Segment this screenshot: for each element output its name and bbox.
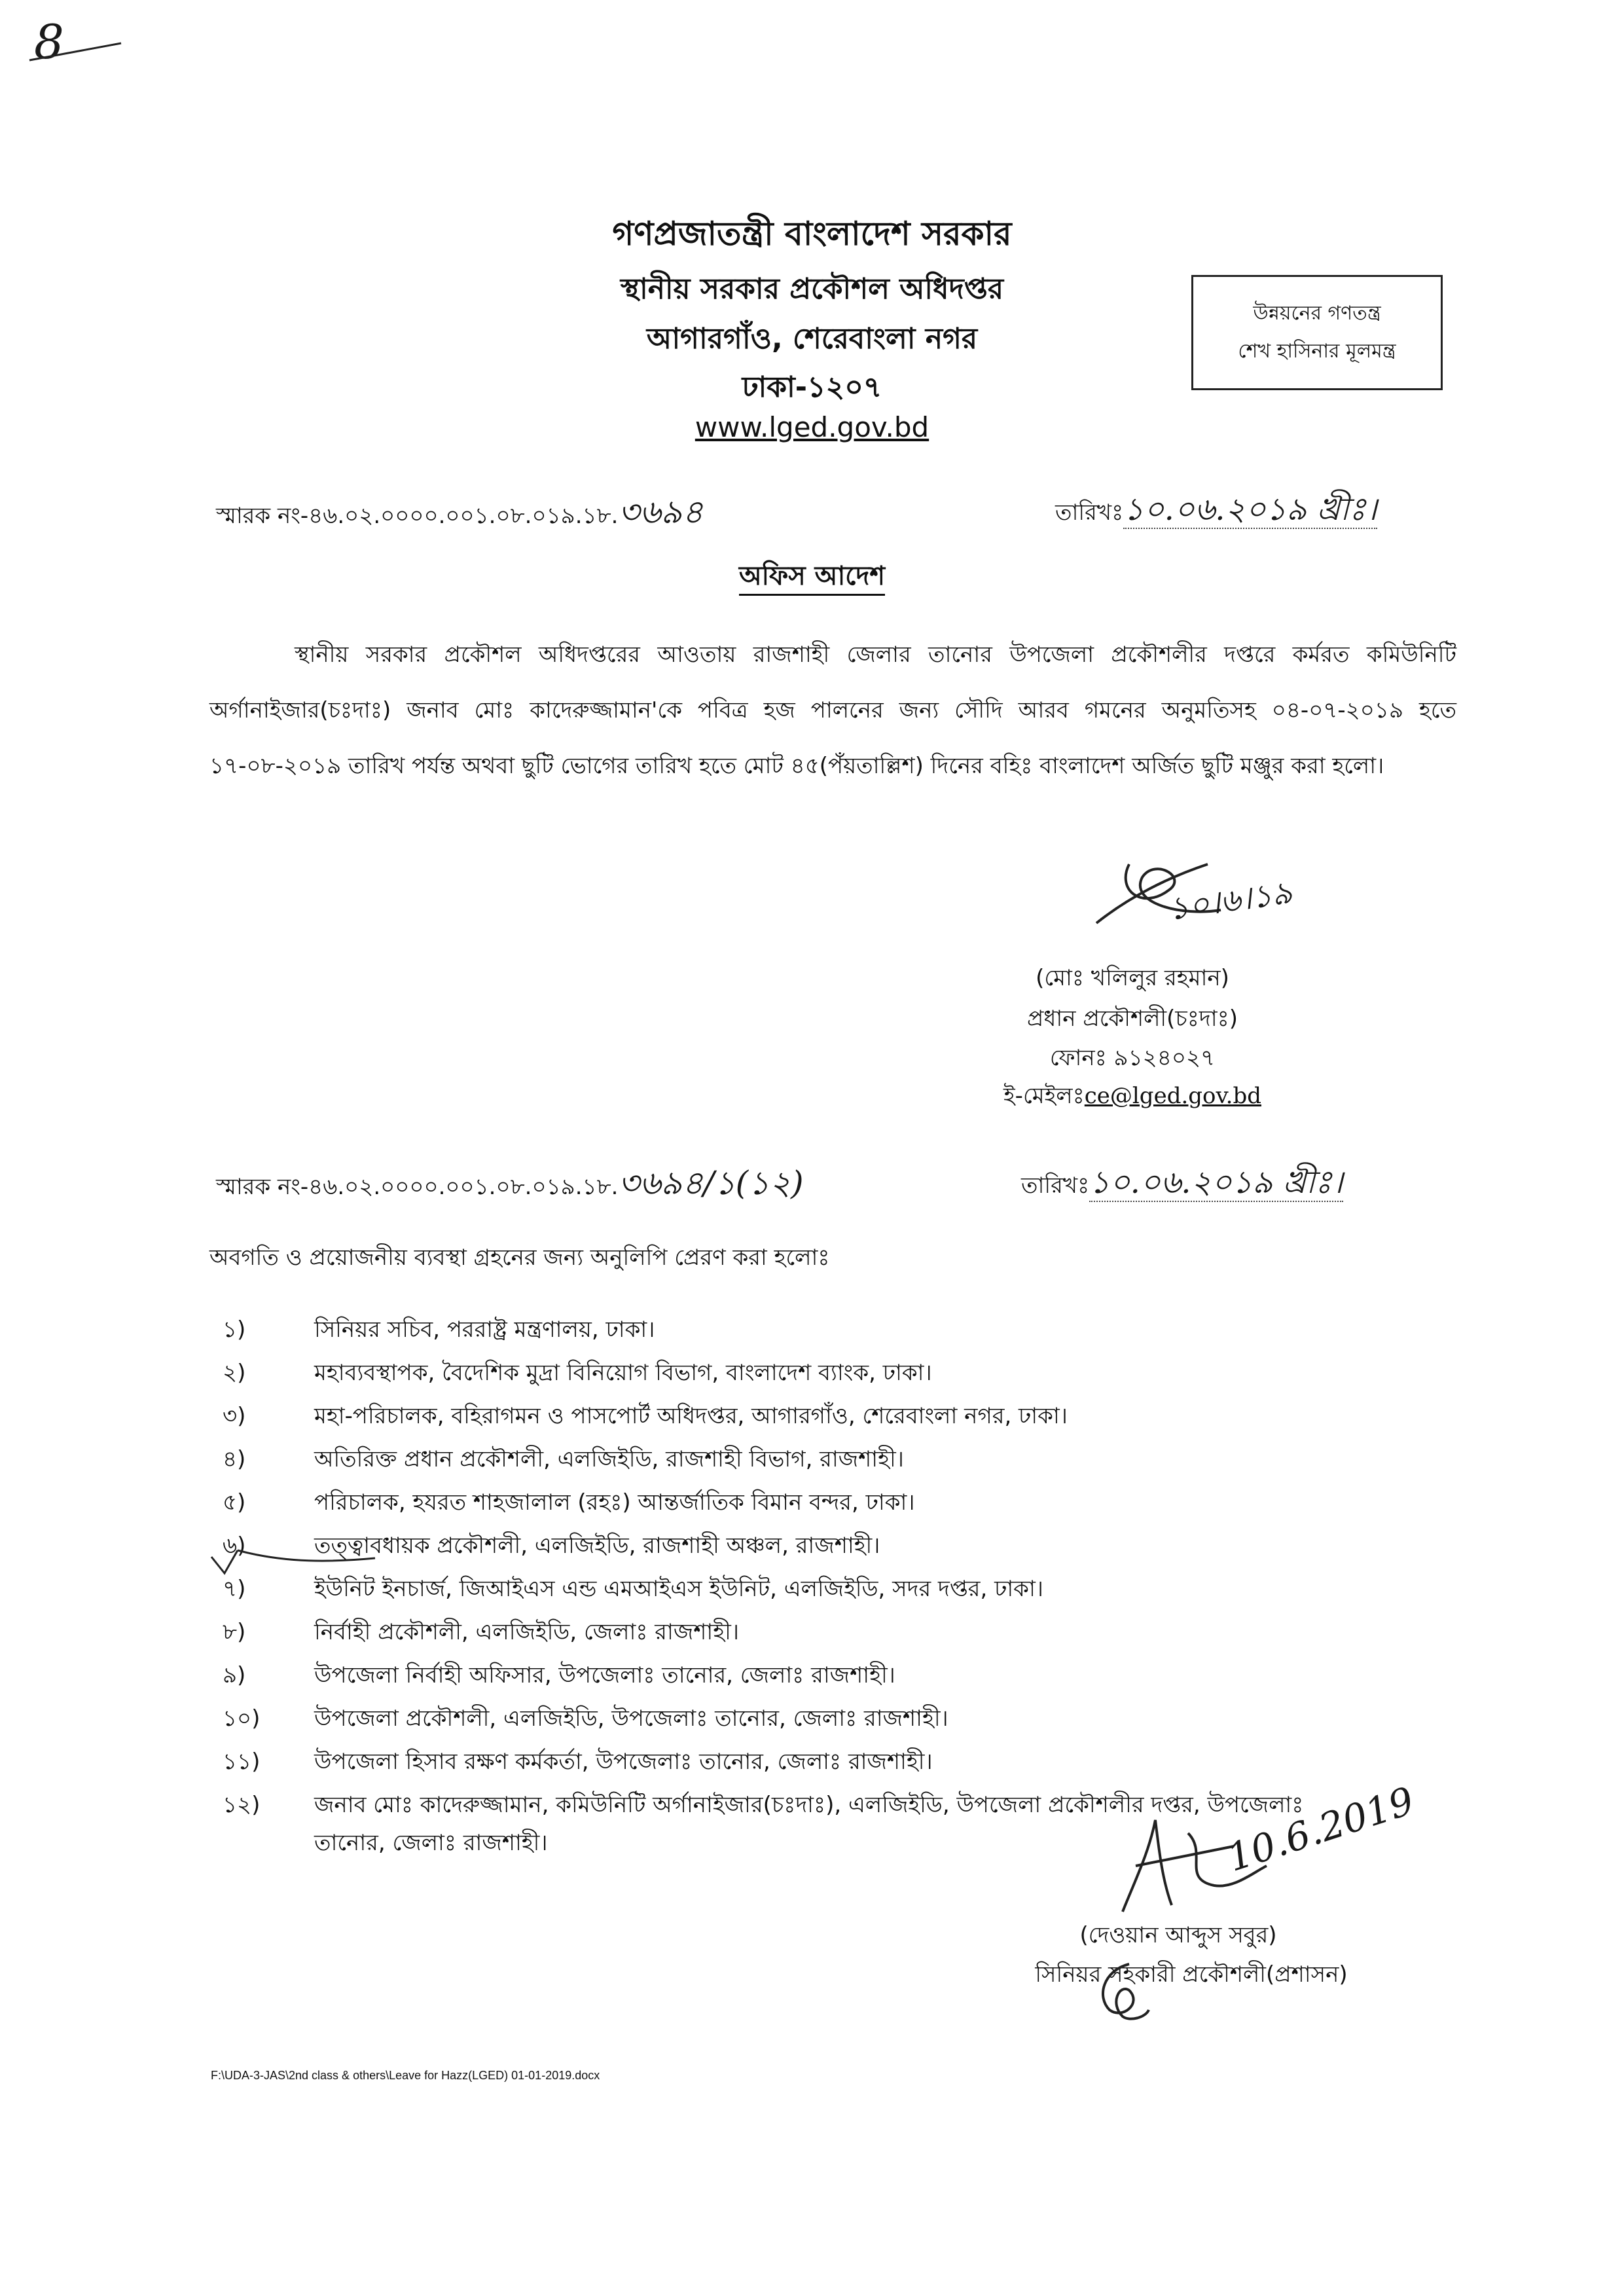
copy-memo-reference [216, 1159, 804, 1213]
signature-1-date: ১০।৬।১৯ [1166, 874, 1295, 928]
copy-date-label: তারিখঃ [1021, 1173, 1090, 1199]
copy-intro: অবগতি ও প্রয়োজনীয় ব্যবস্থা গ্রহনের জন্য অনুলিপি প্রেরণ করা হলোঃ [209, 1245, 830, 1271]
website-link[interactable]: www.lged.gov.bd [695, 411, 929, 443]
list-item: ৩) মহা-পরিচালক, বহিরাগমন ও পাসপোর্ট অধিদপ্তর, আগারগাঁও, শেরেবাংলা নগর, ঢাকা। [223, 1403, 1068, 1429]
copy-date-value-handwritten: ১০.০৬.২০১৯ খ্রীঃ। [1089, 1164, 1343, 1201]
government-title: গণপ্রজাতন্ত্রী বাংলাদেশ সরকার [612, 215, 1012, 253]
list-item: ৯) উপজেলা নির্বাহী অফিসার, উপজেলাঃ তানোর, জেলাঃ রাজশাহী। [223, 1662, 895, 1688]
handwritten-tick-mark [208, 1544, 378, 1583]
file-path-footer: F:\UDA-3-JAS\2nd class & others\Leave for Hazz(LGED) 01-01-2019.docx [211, 2069, 600, 2082]
list-item: ১১) উপজেলা হিসাব রক্ষণ কর্মকর্তা, উপজেলাঃ তানোর, জেলাঃ রাজশাহী। [223, 1749, 933, 1775]
initials-scribble [1083, 1958, 1155, 2030]
email-link[interactable]: ce@lged.gov.bd [1084, 1083, 1262, 1109]
document-heading: অফিস আদেশ [0, 555, 1624, 599]
slogan-box [1191, 275, 1443, 390]
signer-1-phone: ফোনঃ ৯১২৪০২৭ [1049, 1045, 1216, 1071]
signature-2-date: 10.6.2019 [1221, 1778, 1420, 1880]
memo-number-handwritten: ৩৬৯৪ [618, 493, 704, 531]
list-item: ২) মহাব্যবস্থাপক, বৈদেশিক মুদ্রা বিনিয়োগ বিভাগ, বাংলাদেশ ব্যাংক, ঢাকা। [223, 1360, 932, 1386]
slogan-line-2: শেখ হাসিনার মূলমন্ত্র [1238, 340, 1396, 363]
list-item: ৭) ইউনিট ইনচার্জ, জিআইএস এন্ড এমআইএস ইউনিট, এলজিইডি, সদর দপ্তর, ঢাকা। [223, 1576, 1043, 1602]
distribution-list [223, 1308, 1532, 1862]
list-item: ৬) তত্ত্বাবধায়ক প্রকৌশলী, এলজিইডি, রাজশাহী অঞ্চল, রাজশাহী। [223, 1533, 880, 1559]
signer-1-designation: প্রধান প্রকৌশলী(চঃদাঃ) [1027, 1006, 1238, 1032]
list-item: ১) সিনিয়র সচিব, পররাষ্ট্র মন্ত্রণালয়, ঢাকা। [223, 1317, 655, 1343]
handwritten-page-number: 8 [34, 14, 64, 69]
office-address: আগারগাঁও, শেরেবাংলা নগর [646, 322, 978, 355]
memo-date [1055, 486, 1377, 538]
email-label: ই-মেইলঃ [1003, 1083, 1085, 1109]
list-item: ৮) নির্বাহী প্রকৌশলী, এলজিইডি, জেলাঃ রাজশাহী। [223, 1619, 739, 1645]
signer-2-name: (দেওয়ান আব্দুস সবুর) [1079, 1922, 1277, 1948]
memo-prefix: স্মারক নং-৪৬.০২.০০০০.০০১.০৮.০১৯.১৮. [216, 503, 619, 529]
order-body: স্থানীয় সরকার প্রকৌশল অধিদপ্তরের আওতায় রাজশাহী জেলার তানোর উপজেলা প্রকৌশলীর দপ্তরে কর্মরত কমিউনিটি অর্গানাইজার(চঃদাঃ) জনাব মোঃ কাদেরুজ্জামান'কে পবিত্র হজ পালনের জন্য সৌদি আরব গমনের অনুমতিসহ ০৪-০৭-২০১৯ হতে ১৭-০৮-২০১৯ তারিখ পর্যন্ত অথবা ছুটি ভোগের তারিখ হতে মোট ৪৫(পঁয়তাল্লিশ) দিনের বহিঃ বাংলাদেশ অর্জিত ছুটি মঞ্জুর করা হলো। [209, 642, 1456, 779]
signer-1-email [936, 1079, 1329, 1116]
office-city: ঢাকা-১২০৭ [742, 371, 882, 404]
copy-memo-date [1021, 1159, 1343, 1211]
date-label: তারিখঃ [1055, 500, 1124, 526]
date-value-handwritten: ১০.০৬.২০১৯ খ্রীঃ। [1123, 491, 1377, 528]
signer-2-designation: সিনিয়র সহকারী প্রকৌশলী(প্রশাসন) [1035, 1961, 1348, 1988]
copy-memo-number-handwritten: ৩৬৯৪/১(১২) [618, 1164, 804, 1202]
page-mark-stroke [26, 39, 124, 65]
copy-memo-prefix: স্মারক নং-৪৬.০২.০০০০.০০১.০৮.০১৯.১৮. [216, 1174, 619, 1200]
list-item: ১০) উপজেলা প্রকৌশলী, এলজিইডি, উপজেলাঃ তানোর, জেলাঃ রাজশাহী। [223, 1705, 948, 1732]
list-item: ৪) অতিরিক্ত প্রধান প্রকৌশলী, এলজিইডি, রাজশাহী বিভাগ, রাজশাহী। [223, 1446, 904, 1472]
list-item: ১২) জনাব মোঃ কাদেরুজ্জামান, কমিউনিটি অর্গানাইজার(চঃদাঃ), এলজিইডি, উপজেলা প্রকৌশলীর দপ্তর, উপজেলাঃ তানোর, জেলাঃ রাজশাহী। [223, 1792, 1304, 1856]
department-name: স্থানীয় সরকার প্রকৌশল অধিদপ্তর [620, 272, 1004, 306]
signer-1-name: (মোঃ খলিলুর রহমান) [1036, 965, 1229, 991]
slogan-line-1: উন্নয়নের গণতন্ত্র [1253, 302, 1381, 325]
list-item: ৫) পরিচালক, হযরত শাহজালাল (রহঃ) আন্তর্জাতিক বিমান বন্দর, ঢাকা। [223, 1489, 915, 1516]
memo-reference [216, 488, 703, 542]
